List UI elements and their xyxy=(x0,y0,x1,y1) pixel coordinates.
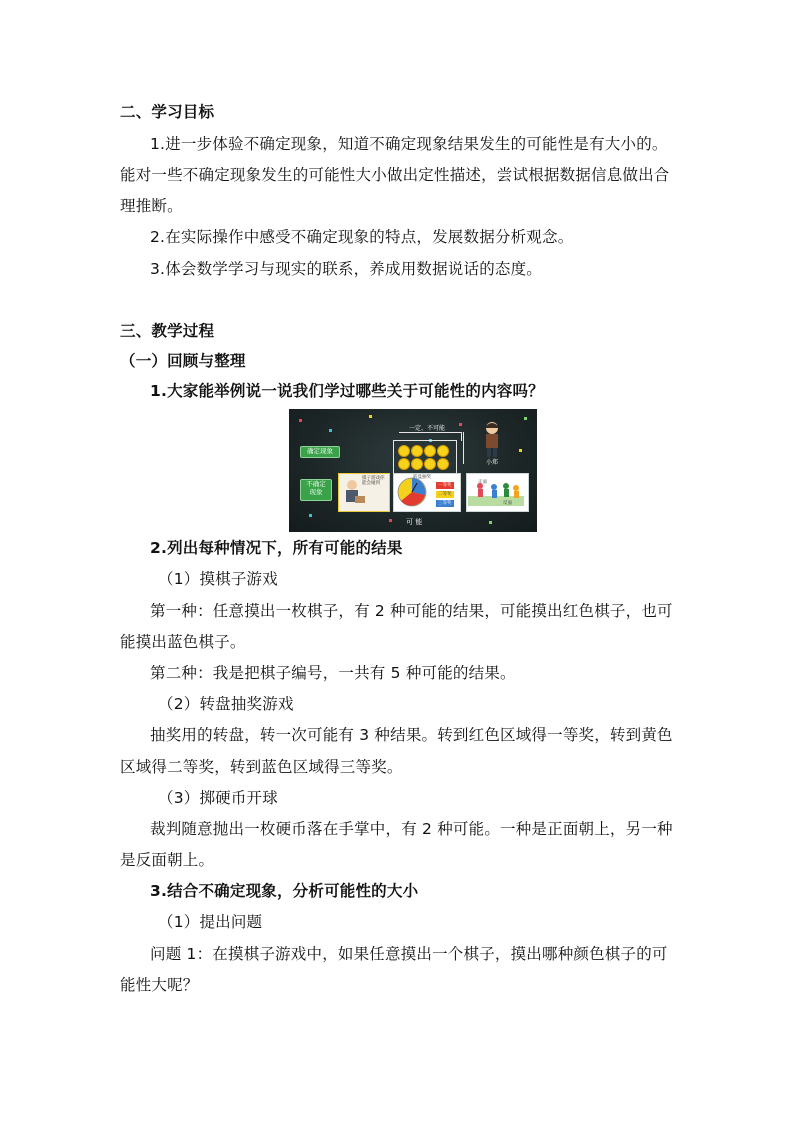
confetti-dot xyxy=(309,514,312,517)
para-1-line-1: 第一种：任意摸出一枚棋子，有 2 种可能的结果，可能摸出红色棋子，也可 xyxy=(150,602,673,620)
prize-3-label: 三等奖 xyxy=(438,501,452,506)
soccer-players-icon xyxy=(468,478,524,506)
goal-1-line-2: 能对一些不确定现象发生的可能性大小做出定性描述，尝试根据数据信息做出合 xyxy=(120,166,670,184)
person-label: 小郑 xyxy=(486,459,499,466)
confetti-dot xyxy=(489,521,492,524)
spinner-title: 转盘抽奖 xyxy=(413,475,431,480)
goal-3: 3.体会数学学习与现实的联系，养成用数据说话的态度。 xyxy=(150,260,542,278)
para-5-line-2: 能性大呢？ xyxy=(120,976,199,994)
para-4-line-1: 裁判随意抛出一枚硬币落在手掌中，有 2 种可能。一种是正面朝上，另一种 xyxy=(150,820,673,838)
yellow-chip xyxy=(398,458,410,470)
para-1-line-2: 能摸出蓝色棋子。 xyxy=(120,633,246,651)
confetti-dot xyxy=(524,417,527,420)
para-2: 第二种：我是把棋子编号，一共有 5 种可能的结果。 xyxy=(150,664,516,682)
confetti-dot xyxy=(329,429,332,432)
confetti-dot xyxy=(369,415,372,418)
yellow-chip xyxy=(411,458,423,470)
para-3-line-1: 抽奖用的转盘，转一次可能有 3 种结果。转到红色区域得一等奖，转到黄色 xyxy=(150,726,673,744)
certain-phenomenon-button: 确定现象 xyxy=(300,446,340,458)
confetti-dot xyxy=(459,423,462,426)
subsection-review: （一）回顾与整理 xyxy=(120,352,246,370)
yellow-chip xyxy=(437,445,449,457)
item-chip-game: （1）摸棋子游戏 xyxy=(158,570,278,588)
goals-heading: 二、学习目标 xyxy=(120,103,215,121)
coin-heads-label: 正面 xyxy=(478,480,487,485)
yellow-chip xyxy=(411,445,423,457)
item-ask-question: （1）提出问题 xyxy=(158,913,263,931)
goal-2: 2.在实际操作中感受不确定现象的特点，发展数据分析观念。 xyxy=(150,228,574,246)
para-3-line-2: 区域得二等奖，转到蓝色区域得三等奖。 xyxy=(120,758,403,776)
confetti-dot xyxy=(519,449,522,452)
question-2: 2.列出每种情况下，所有可能的结果 xyxy=(150,539,403,557)
panel1-caption: 摸子游戏你 能会碰到 xyxy=(362,476,385,486)
para-4-line-2: 是反面朝上。 xyxy=(120,851,215,869)
para-5-line-1: 问题 1：在摸棋子游戏中，如果任意摸出一个棋子，摸出哪种颜色棋子的可 xyxy=(150,945,668,963)
yellow-chip xyxy=(437,458,449,470)
process-heading: 三、教学过程 xyxy=(120,322,215,340)
student-figure-icon xyxy=(478,420,506,458)
confetti-dot xyxy=(389,519,392,522)
goal-1-line-1: 1.进一步体验不确定现象，知道不确定现象结果发生的可能性是有大小的。 xyxy=(150,135,668,153)
question-3: 3.结合不确定现象，分析可能性的大小 xyxy=(150,882,419,900)
coin-tails-label: 反面 xyxy=(503,501,512,506)
question-1: 1.大家能举例说一说我们学过哪些关于可能性的内容吗？ xyxy=(150,382,544,400)
item-coin-toss: （3）掷硬币开球 xyxy=(158,789,278,807)
goal-1-line-3: 理推断。 xyxy=(120,197,183,215)
yellow-chip xyxy=(398,445,410,457)
box-title: 一定、不可能 xyxy=(409,425,446,432)
item-spinner-game: （2）转盘抽奖游戏 xyxy=(158,695,294,713)
prize-2-label: 二等奖 xyxy=(438,492,452,497)
yellow-chip xyxy=(424,458,436,470)
possible-label: 可 能 xyxy=(406,518,423,526)
prize-1-label: 一等奖 xyxy=(438,483,452,488)
uncertain-phenomenon-button: 不确定 现象 xyxy=(300,479,332,501)
spinner-wheel-icon xyxy=(397,477,427,507)
confetti-dot xyxy=(299,419,302,422)
yellow-chip xyxy=(424,445,436,457)
